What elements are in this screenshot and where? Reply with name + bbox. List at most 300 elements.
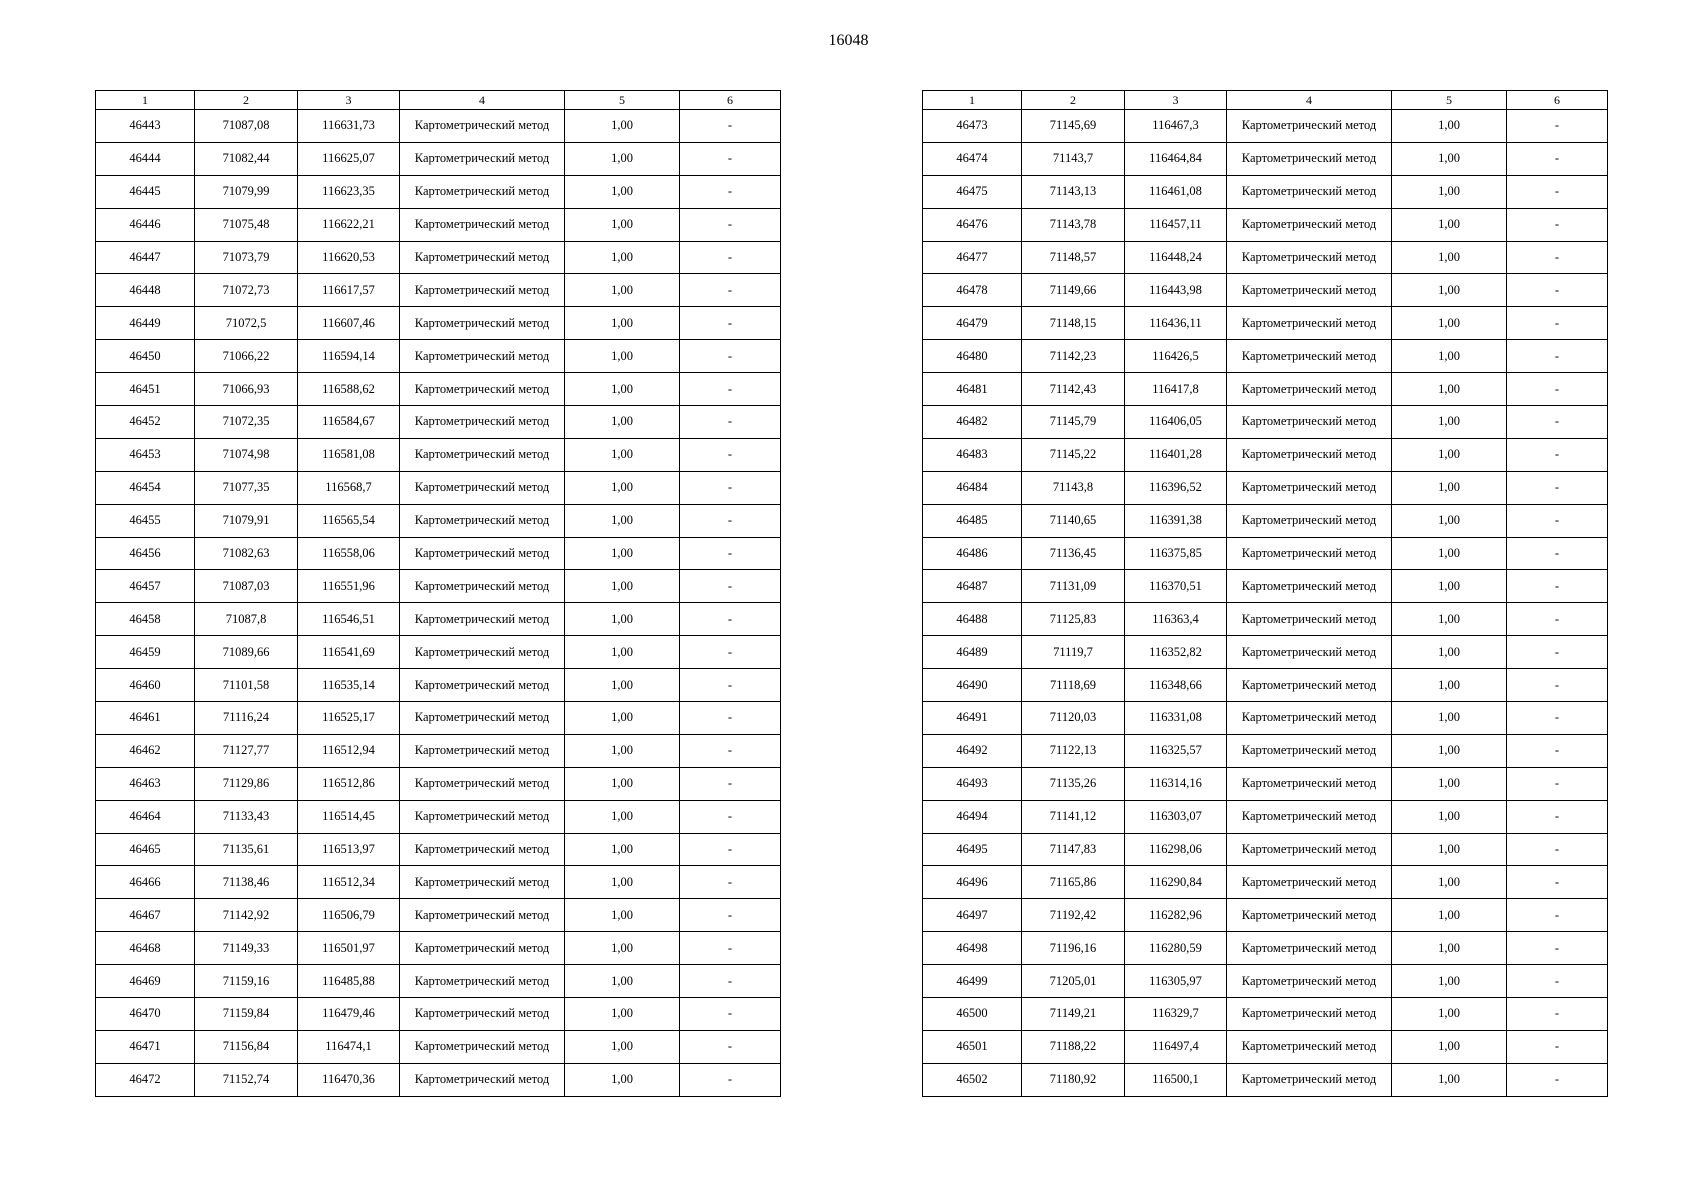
accuracy-cell: 1,00: [1392, 208, 1507, 241]
point-number-cell: 46451: [96, 373, 195, 406]
table-row: [923, 965, 1608, 998]
accuracy-cell: 1,00: [1392, 702, 1507, 735]
note-cell: -: [1507, 932, 1608, 965]
point-number-cell: 46487: [923, 570, 1022, 603]
column-header: 4: [400, 91, 565, 110]
y-coordinate-cell: 116500,1: [1125, 1063, 1227, 1096]
point-number-cell: 46474: [923, 142, 1022, 175]
y-coordinate-cell: 116513,97: [298, 833, 400, 866]
table-row: [923, 438, 1608, 471]
y-coordinate-cell: 116497,4: [1125, 1030, 1227, 1063]
accuracy-cell: 1,00: [1392, 800, 1507, 833]
x-coordinate-cell: 71101,58: [195, 669, 298, 702]
note-cell: -: [1507, 175, 1608, 208]
x-coordinate-cell: 71136,45: [1022, 537, 1125, 570]
x-coordinate-cell: 71145,69: [1022, 110, 1125, 143]
y-coordinate-cell: 116443,98: [1125, 274, 1227, 307]
table-row: [96, 965, 781, 998]
x-coordinate-cell: 71066,93: [195, 373, 298, 406]
x-coordinate-cell: 71145,22: [1022, 438, 1125, 471]
page-number: 16048: [828, 32, 869, 49]
x-coordinate-cell: 71159,84: [195, 998, 298, 1031]
method-cell: Картометрический метод: [1227, 965, 1392, 998]
point-number-cell: 46499: [923, 965, 1022, 998]
accuracy-cell: 1,00: [565, 504, 680, 537]
note-cell: -: [680, 998, 781, 1031]
method-cell: Картометрический метод: [1227, 636, 1392, 669]
point-number-cell: 46502: [923, 1063, 1022, 1096]
note-cell: -: [680, 570, 781, 603]
y-coordinate-cell: 116426,5: [1125, 340, 1227, 373]
note-cell: -: [680, 1030, 781, 1063]
x-coordinate-cell: 71152,74: [195, 1063, 298, 1096]
method-cell: Картометрический метод: [400, 800, 565, 833]
note-cell: -: [1507, 307, 1608, 340]
method-cell: Картометрический метод: [400, 669, 565, 702]
table-row: [96, 570, 781, 603]
y-coordinate-cell: 116581,08: [298, 438, 400, 471]
table-row: [923, 241, 1608, 274]
note-cell: -: [1507, 636, 1608, 669]
x-coordinate-cell: 71143,7: [1022, 142, 1125, 175]
y-coordinate-cell: 116457,11: [1125, 208, 1227, 241]
x-coordinate-cell: 71125,83: [1022, 603, 1125, 636]
method-cell: Картометрический метод: [400, 406, 565, 439]
method-cell: Картометрический метод: [1227, 175, 1392, 208]
x-coordinate-cell: 71072,73: [195, 274, 298, 307]
note-cell: -: [1507, 504, 1608, 537]
accuracy-cell: 1,00: [1392, 669, 1507, 702]
method-cell: Картометрический метод: [1227, 932, 1392, 965]
x-coordinate-cell: 71141,12: [1022, 800, 1125, 833]
method-cell: Картометрический метод: [1227, 438, 1392, 471]
table-row: [96, 702, 781, 735]
note-cell: -: [680, 110, 781, 143]
point-number-cell: 46443: [96, 110, 195, 143]
y-coordinate-cell: 116512,34: [298, 866, 400, 899]
table-header-row: [96, 91, 781, 110]
x-coordinate-cell: 71188,22: [1022, 1030, 1125, 1063]
accuracy-cell: 1,00: [565, 570, 680, 603]
accuracy-cell: 1,00: [565, 537, 680, 570]
table-row: [923, 767, 1608, 800]
table-row: [96, 603, 781, 636]
method-cell: Картометрический метод: [1227, 570, 1392, 603]
point-number-cell: 46476: [923, 208, 1022, 241]
x-coordinate-cell: 71082,63: [195, 537, 298, 570]
x-coordinate-cell: 71074,98: [195, 438, 298, 471]
table-row: [96, 175, 781, 208]
method-cell: Картометрический метод: [400, 537, 565, 570]
point-number-cell: 46486: [923, 537, 1022, 570]
x-coordinate-cell: 71145,79: [1022, 406, 1125, 439]
point-number-cell: 46494: [923, 800, 1022, 833]
accuracy-cell: 1,00: [1392, 998, 1507, 1031]
accuracy-cell: 1,00: [1392, 373, 1507, 406]
method-cell: Картометрический метод: [1227, 373, 1392, 406]
note-cell: -: [1507, 866, 1608, 899]
y-coordinate-cell: 116623,35: [298, 175, 400, 208]
method-cell: Картометрический метод: [1227, 471, 1392, 504]
x-coordinate-cell: 71156,84: [195, 1030, 298, 1063]
note-cell: -: [680, 142, 781, 175]
point-number-cell: 46467: [96, 899, 195, 932]
y-coordinate-cell: 116467,3: [1125, 110, 1227, 143]
point-number-cell: 46448: [96, 274, 195, 307]
table-row: [96, 833, 781, 866]
y-coordinate-cell: 116617,57: [298, 274, 400, 307]
table-row: [923, 1030, 1608, 1063]
point-number-cell: 46452: [96, 406, 195, 439]
table-row: [923, 734, 1608, 767]
note-cell: -: [680, 406, 781, 439]
point-number-cell: 46492: [923, 734, 1022, 767]
point-number-cell: 46493: [923, 767, 1022, 800]
point-number-cell: 46453: [96, 438, 195, 471]
method-cell: Картометрический метод: [400, 1030, 565, 1063]
y-coordinate-cell: 116370,51: [1125, 570, 1227, 603]
method-cell: Картометрический метод: [1227, 669, 1392, 702]
table-row: [96, 669, 781, 702]
accuracy-cell: 1,00: [565, 175, 680, 208]
method-cell: Картометрический метод: [1227, 800, 1392, 833]
y-coordinate-cell: 116401,28: [1125, 438, 1227, 471]
x-coordinate-cell: 71142,92: [195, 899, 298, 932]
method-cell: Картометрический метод: [1227, 406, 1392, 439]
note-cell: -: [680, 833, 781, 866]
point-number-cell: 46461: [96, 702, 195, 735]
accuracy-cell: 1,00: [1392, 504, 1507, 537]
point-number-cell: 46470: [96, 998, 195, 1031]
note-cell: -: [680, 241, 781, 274]
table-header-row: [923, 91, 1608, 110]
point-number-cell: 46488: [923, 603, 1022, 636]
point-number-cell: 46458: [96, 603, 195, 636]
accuracy-cell: 1,00: [1392, 142, 1507, 175]
x-coordinate-cell: 71180,92: [1022, 1063, 1125, 1096]
note-cell: -: [1507, 833, 1608, 866]
table-row: [96, 1063, 781, 1096]
method-cell: Картометрический метод: [400, 110, 565, 143]
method-cell: Картометрический метод: [1227, 1030, 1392, 1063]
point-number-cell: 46473: [923, 110, 1022, 143]
table-row: [923, 866, 1608, 899]
y-coordinate-cell: 116607,46: [298, 307, 400, 340]
note-cell: -: [680, 734, 781, 767]
point-number-cell: 46447: [96, 241, 195, 274]
column-header: 2: [1022, 91, 1125, 110]
table-row: [923, 899, 1608, 932]
table-row: [923, 669, 1608, 702]
method-cell: Картометрический метод: [1227, 208, 1392, 241]
note-cell: -: [1507, 373, 1608, 406]
note-cell: -: [680, 471, 781, 504]
y-coordinate-cell: 116352,82: [1125, 636, 1227, 669]
x-coordinate-cell: 71122,13: [1022, 734, 1125, 767]
note-cell: -: [1507, 438, 1608, 471]
x-coordinate-cell: 71149,33: [195, 932, 298, 965]
note-cell: -: [1507, 110, 1608, 143]
y-coordinate-cell: 116298,06: [1125, 833, 1227, 866]
x-coordinate-cell: 71135,26: [1022, 767, 1125, 800]
y-coordinate-cell: 116551,96: [298, 570, 400, 603]
point-number-cell: 46472: [96, 1063, 195, 1096]
point-number-cell: 46481: [923, 373, 1022, 406]
table-row: [96, 734, 781, 767]
accuracy-cell: 1,00: [1392, 767, 1507, 800]
accuracy-cell: 1,00: [565, 373, 680, 406]
point-number-cell: 46471: [96, 1030, 195, 1063]
note-cell: -: [1507, 998, 1608, 1031]
accuracy-cell: 1,00: [565, 669, 680, 702]
method-cell: Картометрический метод: [400, 142, 565, 175]
note-cell: -: [680, 438, 781, 471]
method-cell: Картометрический метод: [400, 175, 565, 208]
x-coordinate-cell: 71149,21: [1022, 998, 1125, 1031]
note-cell: -: [680, 373, 781, 406]
x-coordinate-cell: 71079,91: [195, 504, 298, 537]
point-number-cell: 46484: [923, 471, 1022, 504]
method-cell: Картометрический метод: [400, 636, 565, 669]
table-row: [923, 702, 1608, 735]
method-cell: Картометрический метод: [400, 965, 565, 998]
x-coordinate-cell: 71119,7: [1022, 636, 1125, 669]
accuracy-cell: 1,00: [1392, 965, 1507, 998]
note-cell: -: [1507, 669, 1608, 702]
accuracy-cell: 1,00: [565, 833, 680, 866]
table-row: [923, 800, 1608, 833]
method-cell: Картометрический метод: [1227, 274, 1392, 307]
note-cell: -: [680, 800, 781, 833]
y-coordinate-cell: 116512,94: [298, 734, 400, 767]
accuracy-cell: 1,00: [565, 800, 680, 833]
y-coordinate-cell: 116325,57: [1125, 734, 1227, 767]
y-coordinate-cell: 116406,05: [1125, 406, 1227, 439]
table-row: [96, 1030, 781, 1063]
x-coordinate-cell: 71165,86: [1022, 866, 1125, 899]
y-coordinate-cell: 116282,96: [1125, 899, 1227, 932]
method-cell: Картометрический метод: [1227, 1063, 1392, 1096]
x-coordinate-cell: 71116,24: [195, 702, 298, 735]
point-number-cell: 46457: [96, 570, 195, 603]
point-number-cell: 46482: [923, 406, 1022, 439]
y-coordinate-cell: 116290,84: [1125, 866, 1227, 899]
point-number-cell: 46498: [923, 932, 1022, 965]
note-cell: -: [680, 340, 781, 373]
accuracy-cell: 1,00: [1392, 734, 1507, 767]
x-coordinate-cell: 71142,23: [1022, 340, 1125, 373]
x-coordinate-cell: 71073,79: [195, 241, 298, 274]
accuracy-cell: 1,00: [565, 241, 680, 274]
x-coordinate-cell: 71142,43: [1022, 373, 1125, 406]
x-coordinate-cell: 71072,5: [195, 307, 298, 340]
note-cell: -: [1507, 702, 1608, 735]
point-number-cell: 46460: [96, 669, 195, 702]
accuracy-cell: 1,00: [1392, 866, 1507, 899]
x-coordinate-cell: 71089,66: [195, 636, 298, 669]
accuracy-cell: 1,00: [565, 866, 680, 899]
table-row: [96, 767, 781, 800]
point-number-cell: 46466: [96, 866, 195, 899]
point-number-cell: 46444: [96, 142, 195, 175]
accuracy-cell: 1,00: [1392, 603, 1507, 636]
table-row: [923, 636, 1608, 669]
x-coordinate-cell: 71120,03: [1022, 702, 1125, 735]
point-number-cell: 46463: [96, 767, 195, 800]
y-coordinate-cell: 116363,4: [1125, 603, 1227, 636]
table-row: [96, 504, 781, 537]
table-row: [923, 603, 1608, 636]
point-number-cell: 46446: [96, 208, 195, 241]
point-number-cell: 46490: [923, 669, 1022, 702]
table-row: [96, 274, 781, 307]
note-cell: -: [1507, 603, 1608, 636]
accuracy-cell: 1,00: [565, 438, 680, 471]
method-cell: Картометрический метод: [400, 274, 565, 307]
method-cell: Картометрический метод: [400, 1063, 565, 1096]
y-coordinate-cell: 116331,08: [1125, 702, 1227, 735]
accuracy-cell: 1,00: [565, 899, 680, 932]
note-cell: -: [1507, 406, 1608, 439]
y-coordinate-cell: 116501,97: [298, 932, 400, 965]
x-coordinate-cell: 71205,01: [1022, 965, 1125, 998]
method-cell: Картометрический метод: [1227, 537, 1392, 570]
note-cell: -: [680, 932, 781, 965]
point-number-cell: 46445: [96, 175, 195, 208]
method-cell: Картометрический метод: [1227, 734, 1392, 767]
method-cell: Картометрический метод: [400, 899, 565, 932]
x-coordinate-cell: 71072,35: [195, 406, 298, 439]
method-cell: Картометрический метод: [400, 438, 565, 471]
table-row: [96, 110, 781, 143]
y-coordinate-cell: 116479,46: [298, 998, 400, 1031]
point-number-cell: 46495: [923, 833, 1022, 866]
note-cell: -: [1507, 537, 1608, 570]
column-header: 5: [1392, 91, 1507, 110]
point-number-cell: 46464: [96, 800, 195, 833]
accuracy-cell: 1,00: [565, 734, 680, 767]
x-coordinate-cell: 71077,35: [195, 471, 298, 504]
x-coordinate-cell: 71147,83: [1022, 833, 1125, 866]
x-coordinate-cell: 71196,16: [1022, 932, 1125, 965]
table-row: [96, 406, 781, 439]
coordinates-table-left: [95, 90, 781, 1097]
accuracy-cell: 1,00: [1392, 175, 1507, 208]
table-row: [96, 636, 781, 669]
x-coordinate-cell: 71149,66: [1022, 274, 1125, 307]
point-number-cell: 46496: [923, 866, 1022, 899]
accuracy-cell: 1,00: [565, 1063, 680, 1096]
method-cell: Картометрический метод: [1227, 833, 1392, 866]
table-row: [923, 142, 1608, 175]
point-number-cell: 46477: [923, 241, 1022, 274]
method-cell: Картометрический метод: [400, 833, 565, 866]
table-row: [923, 998, 1608, 1031]
table-row: [96, 142, 781, 175]
point-number-cell: 46497: [923, 899, 1022, 932]
x-coordinate-cell: 71118,69: [1022, 669, 1125, 702]
x-coordinate-cell: 71138,46: [195, 866, 298, 899]
y-coordinate-cell: 116391,38: [1125, 504, 1227, 537]
x-coordinate-cell: 71087,08: [195, 110, 298, 143]
y-coordinate-cell: 116474,1: [298, 1030, 400, 1063]
y-coordinate-cell: 116348,66: [1125, 669, 1227, 702]
point-number-cell: 46479: [923, 307, 1022, 340]
note-cell: -: [1507, 767, 1608, 800]
accuracy-cell: 1,00: [565, 636, 680, 669]
point-number-cell: 46475: [923, 175, 1022, 208]
method-cell: Картометрический метод: [400, 702, 565, 735]
x-coordinate-cell: 71148,57: [1022, 241, 1125, 274]
y-coordinate-cell: 116594,14: [298, 340, 400, 373]
x-coordinate-cell: 71129,86: [195, 767, 298, 800]
table-row: [923, 570, 1608, 603]
y-coordinate-cell: 116535,14: [298, 669, 400, 702]
accuracy-cell: 1,00: [1392, 274, 1507, 307]
y-coordinate-cell: 116631,73: [298, 110, 400, 143]
point-number-cell: 46469: [96, 965, 195, 998]
table-row: [923, 274, 1608, 307]
column-header: 2: [195, 91, 298, 110]
point-number-cell: 46501: [923, 1030, 1022, 1063]
accuracy-cell: 1,00: [565, 998, 680, 1031]
x-coordinate-cell: 71140,65: [1022, 504, 1125, 537]
table-row: [923, 504, 1608, 537]
note-cell: -: [680, 1063, 781, 1096]
table-row: [96, 208, 781, 241]
note-cell: -: [680, 175, 781, 208]
accuracy-cell: 1,00: [565, 274, 680, 307]
point-number-cell: 46450: [96, 340, 195, 373]
note-cell: -: [1507, 1063, 1608, 1096]
y-coordinate-cell: 116525,17: [298, 702, 400, 735]
accuracy-cell: 1,00: [1392, 899, 1507, 932]
x-coordinate-cell: 71087,03: [195, 570, 298, 603]
method-cell: Картометрический метод: [400, 373, 565, 406]
y-coordinate-cell: 116625,07: [298, 142, 400, 175]
x-coordinate-cell: 71159,16: [195, 965, 298, 998]
accuracy-cell: 1,00: [1392, 438, 1507, 471]
accuracy-cell: 1,00: [1392, 570, 1507, 603]
method-cell: Картометрический метод: [1227, 142, 1392, 175]
table-row: [96, 899, 781, 932]
y-coordinate-cell: 116541,69: [298, 636, 400, 669]
table-row: [96, 438, 781, 471]
x-coordinate-cell: 71148,15: [1022, 307, 1125, 340]
y-coordinate-cell: 116305,97: [1125, 965, 1227, 998]
y-coordinate-cell: 116512,86: [298, 767, 400, 800]
table-row: [923, 1063, 1608, 1096]
y-coordinate-cell: 116622,21: [298, 208, 400, 241]
x-coordinate-cell: 71066,22: [195, 340, 298, 373]
y-coordinate-cell: 116461,08: [1125, 175, 1227, 208]
accuracy-cell: 1,00: [565, 307, 680, 340]
table-row: [96, 307, 781, 340]
accuracy-cell: 1,00: [1392, 307, 1507, 340]
method-cell: Картометрический метод: [1227, 866, 1392, 899]
note-cell: -: [1507, 800, 1608, 833]
y-coordinate-cell: 116485,88: [298, 965, 400, 998]
point-number-cell: 46465: [96, 833, 195, 866]
table-row: [96, 241, 781, 274]
note-cell: -: [1507, 208, 1608, 241]
y-coordinate-cell: 116448,24: [1125, 241, 1227, 274]
x-coordinate-cell: 71192,42: [1022, 899, 1125, 932]
note-cell: -: [680, 504, 781, 537]
method-cell: Картометрический метод: [400, 471, 565, 504]
accuracy-cell: 1,00: [1392, 241, 1507, 274]
note-cell: -: [680, 767, 781, 800]
